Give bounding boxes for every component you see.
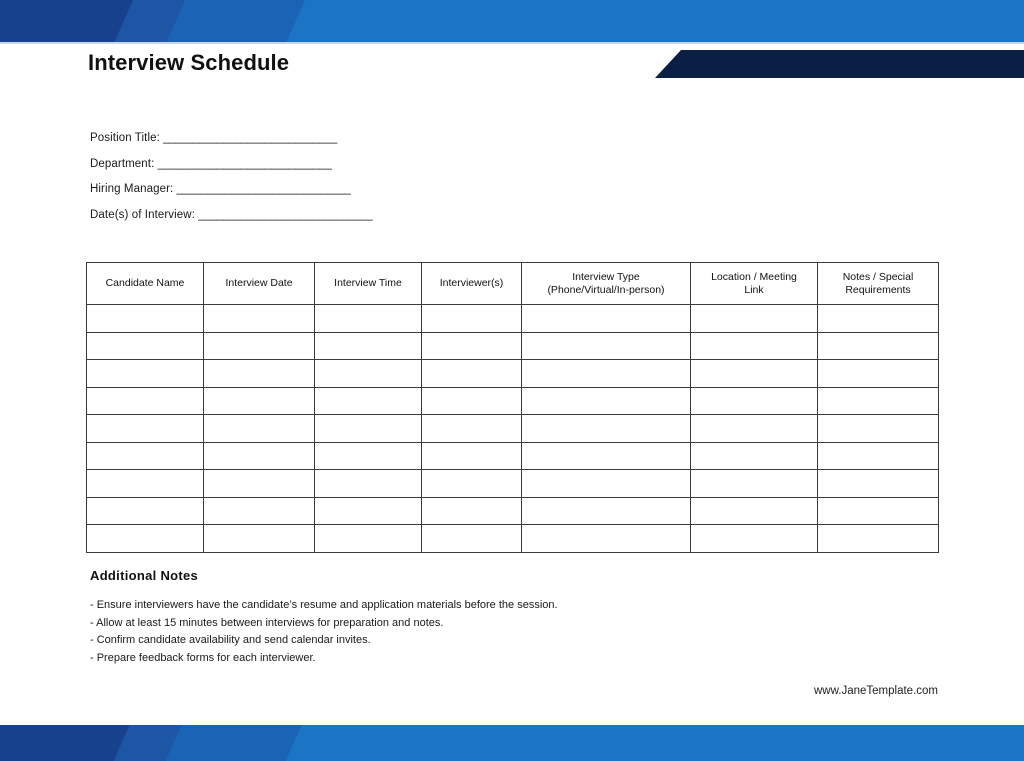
table-cell[interactable]	[315, 525, 422, 553]
table-cell[interactable]	[691, 470, 818, 498]
notes-header-line-2: Requirements	[845, 283, 911, 296]
table-cell[interactable]	[522, 415, 691, 443]
table-cell[interactable]	[691, 305, 818, 333]
note-item: - Allow at least 15 minutes between interviews for preparation and notes.	[90, 616, 444, 629]
banner-underline	[0, 42, 1024, 44]
table-cell[interactable]	[204, 415, 315, 443]
notes-header-line-1: Notes / Special	[842, 270, 914, 283]
table-cell[interactable]	[87, 305, 204, 333]
form-row-hiring-manager	[90, 183, 610, 195]
table-cell[interactable]	[691, 497, 818, 525]
table-cell[interactable]	[315, 415, 422, 443]
interview-schedule-table	[86, 262, 939, 553]
note-item: - Prepare feedback forms for each interviewer.	[90, 651, 316, 664]
table-cell[interactable]	[204, 305, 315, 333]
table-cell[interactable]	[315, 305, 422, 333]
table-cell[interactable]	[522, 497, 691, 525]
location-line-1: Location / Meeting	[711, 270, 797, 283]
table-cell[interactable]	[691, 415, 818, 443]
column-header-interview-date: Interview Date	[204, 263, 315, 305]
table-cell[interactable]	[204, 360, 315, 388]
table-row	[87, 470, 939, 498]
column-header-interview-type	[522, 263, 691, 305]
page-title: Interview Schedule	[88, 50, 290, 75]
department-blank[interactable]: _____________________________	[157, 157, 332, 170]
table-row	[87, 387, 939, 415]
table-cell[interactable]	[315, 470, 422, 498]
table-cell[interactable]	[422, 470, 522, 498]
table-cell[interactable]	[818, 525, 939, 553]
bottom-banner	[0, 725, 1024, 761]
table-cell[interactable]	[204, 332, 315, 360]
table-cell[interactable]	[522, 360, 691, 388]
table-cell[interactable]	[87, 497, 204, 525]
table-row	[87, 305, 939, 333]
hiring-manager-label: Hiring Manager:	[90, 183, 174, 195]
table-header-row	[87, 263, 939, 305]
table-cell[interactable]	[422, 387, 522, 415]
column-header-notes-special-requirements	[818, 263, 939, 305]
table-cell[interactable]	[818, 470, 939, 498]
title-accent-bar	[655, 50, 1024, 78]
table-cell[interactable]	[422, 305, 522, 333]
table-cell[interactable]	[818, 415, 939, 443]
column-header-interviewers: Interviewer(s)	[422, 263, 522, 305]
table-cell[interactable]	[422, 415, 522, 443]
table-cell[interactable]	[204, 387, 315, 415]
interview-type-line-1: Interview Type	[572, 270, 640, 283]
table-cell[interactable]	[422, 332, 522, 360]
form-fields	[90, 132, 610, 234]
footer-website-url: www.JaneTemplate.com	[814, 685, 938, 697]
table-cell[interactable]	[691, 442, 818, 470]
table-cell[interactable]	[204, 442, 315, 470]
form-row-dates-of-interview	[90, 209, 610, 221]
top-banner	[0, 0, 1024, 44]
table-cell[interactable]	[315, 442, 422, 470]
form-row-position-title	[90, 132, 610, 144]
table-cell[interactable]	[522, 387, 691, 415]
table-cell[interactable]	[818, 360, 939, 388]
column-header-candidate-name: Candidate Name	[87, 263, 204, 305]
table-body	[87, 305, 939, 553]
table-cell[interactable]	[818, 305, 939, 333]
table-cell[interactable]	[522, 525, 691, 553]
additional-notes-heading: Additional Notes	[90, 568, 199, 583]
table-row	[87, 332, 939, 360]
dates-of-interview-label: Date(s) of Interview:	[90, 208, 195, 221]
position-title-blank[interactable]: _____________________________	[163, 132, 337, 144]
table-cell[interactable]	[87, 525, 204, 553]
table-cell[interactable]	[87, 332, 204, 360]
table-cell[interactable]	[422, 360, 522, 388]
table-cell[interactable]	[691, 387, 818, 415]
column-header-location-meeting-link	[691, 263, 818, 305]
table-cell[interactable]	[522, 470, 691, 498]
additional-notes-section	[90, 568, 790, 667]
table-cell[interactable]	[87, 387, 204, 415]
table-row	[87, 442, 939, 470]
note-item: - Confirm candidate availability and send calendar invites.	[90, 634, 371, 646]
table-cell[interactable]	[315, 497, 422, 525]
column-header-interview-time: Interview Time	[315, 263, 422, 305]
location-line-2: Link	[744, 283, 764, 296]
table-cell[interactable]	[818, 442, 939, 470]
table-cell[interactable]	[315, 360, 422, 388]
table-cell[interactable]	[87, 415, 204, 443]
table-cell[interactable]	[522, 332, 691, 360]
department-label: Department:	[90, 157, 155, 170]
table-cell[interactable]	[522, 442, 691, 470]
note-item: - Ensure interviewers have the candidate’s resume and application materials before the session.	[90, 599, 558, 611]
table-cell[interactable]	[204, 497, 315, 525]
table-cell[interactable]	[818, 497, 939, 525]
table-cell[interactable]	[87, 470, 204, 498]
table-cell[interactable]	[315, 332, 422, 360]
table-cell[interactable]	[422, 442, 522, 470]
table-cell[interactable]	[422, 525, 522, 553]
interview-type-line-2: (Phone/Virtual/In-person)	[547, 283, 665, 296]
table-cell[interactable]	[818, 332, 939, 360]
table-cell[interactable]	[691, 360, 818, 388]
table-cell[interactable]	[315, 387, 422, 415]
table-row	[87, 525, 939, 553]
table-cell[interactable]	[422, 497, 522, 525]
table-cell[interactable]	[87, 360, 204, 388]
dates-of-interview-blank[interactable]: _____________________________	[198, 208, 373, 221]
table-cell[interactable]	[818, 387, 939, 415]
form-row-department	[90, 158, 610, 170]
table-cell[interactable]	[691, 525, 818, 553]
table-cell[interactable]	[691, 332, 818, 360]
table-cell[interactable]	[87, 442, 204, 470]
table-cell[interactable]	[522, 305, 691, 333]
hiring-manager-blank[interactable]: _____________________________	[176, 183, 351, 195]
table-row	[87, 415, 939, 443]
table-row	[87, 497, 939, 525]
table-cell[interactable]	[204, 470, 315, 498]
position-title-label: Position Title:	[90, 132, 160, 144]
table-cell[interactable]	[204, 525, 315, 553]
table-row	[87, 360, 939, 388]
